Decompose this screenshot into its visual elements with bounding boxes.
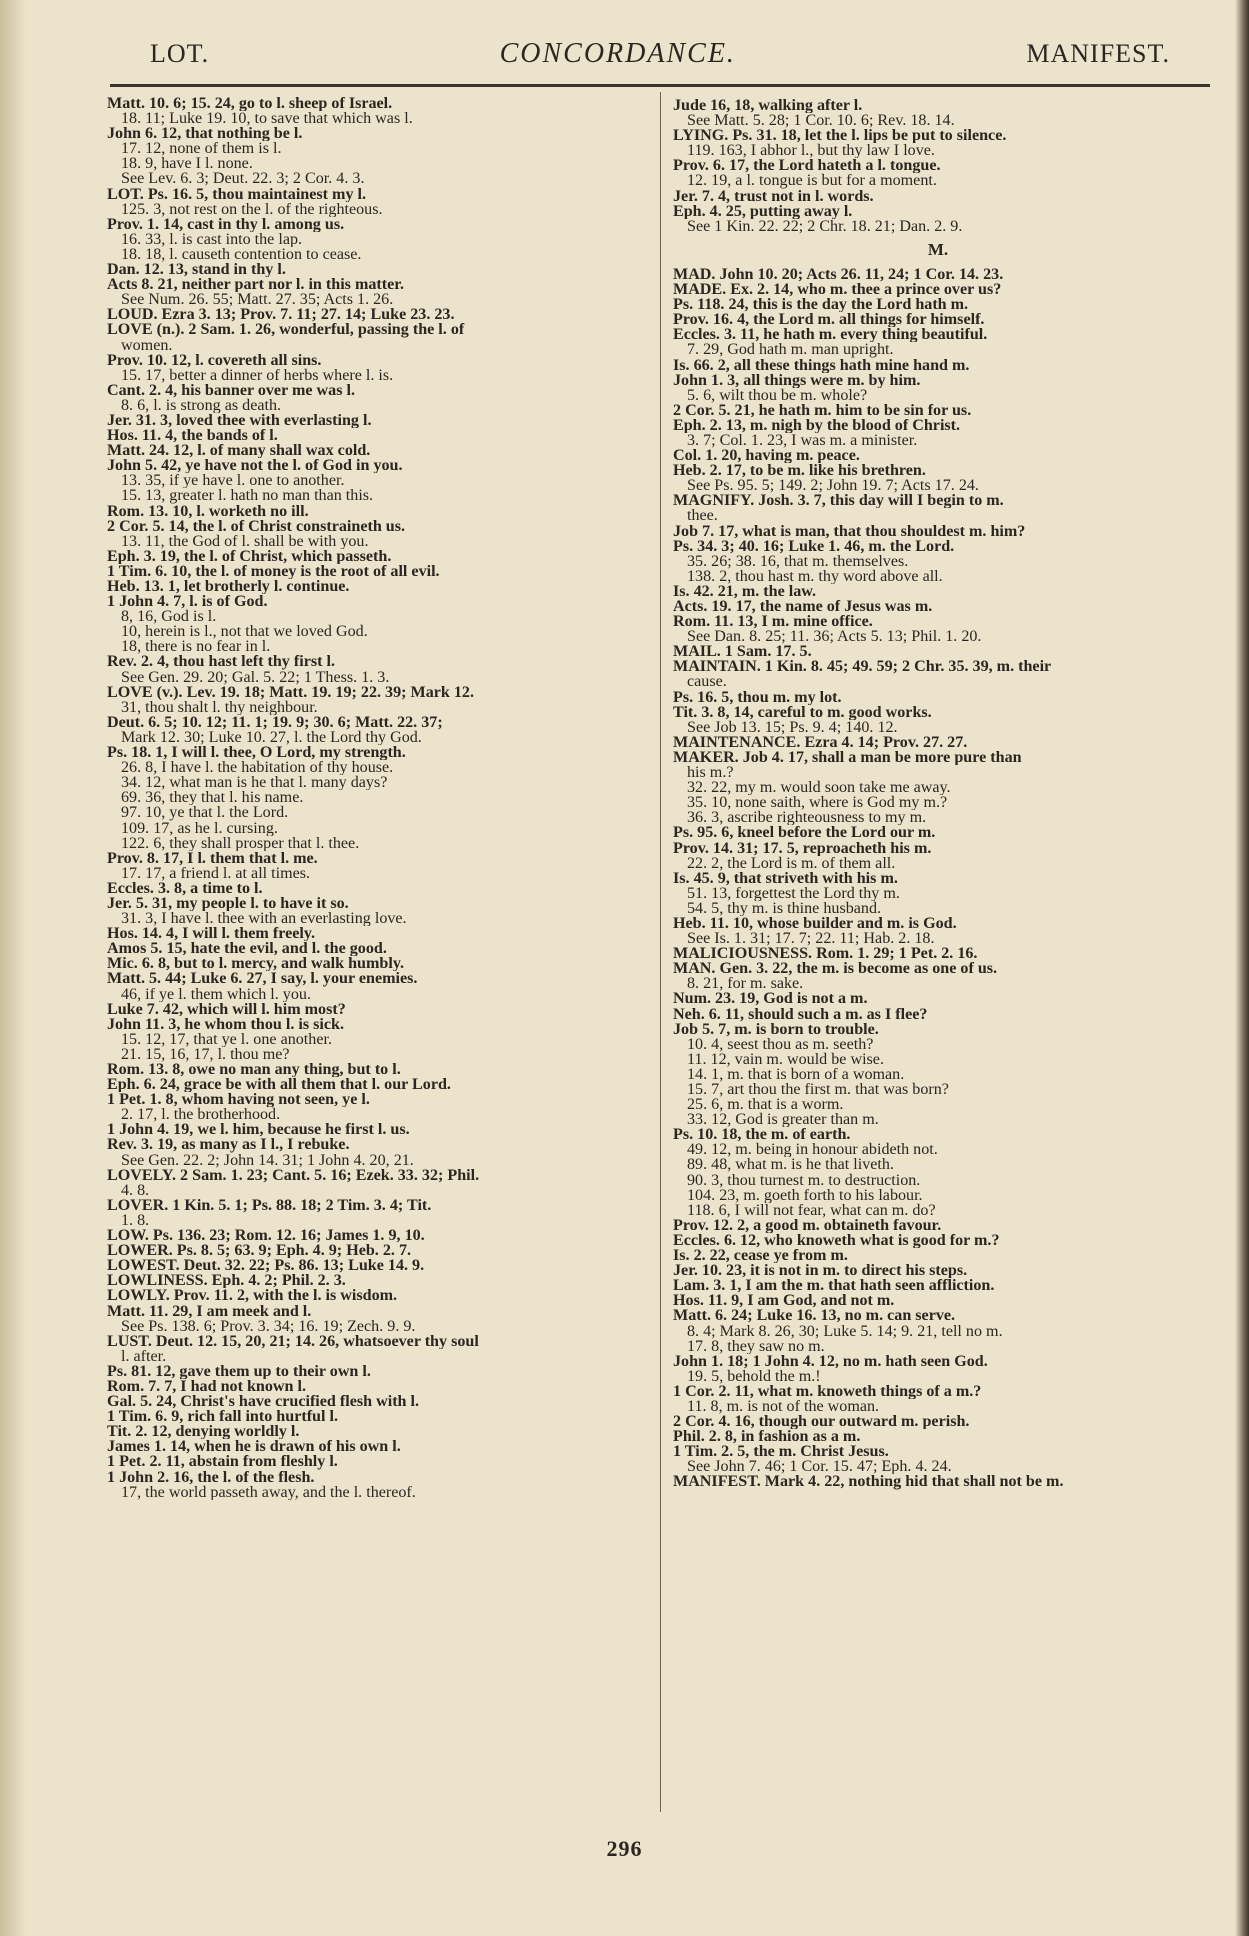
concordance-line: 125. 3, not rest on the l. of the righteous.	[121, 201, 383, 217]
concordance-line: Eph. 3. 19, the l. of Christ, which passeth.	[107, 548, 392, 564]
header-last-word: MANIFEST.	[1026, 39, 1170, 68]
concordance-line: 22. 2, the Lord is m. of them all.	[687, 855, 896, 871]
concordance-line: 21. 15, 16, 17, l. thou me?	[121, 1046, 290, 1062]
concordance-line: LOWLINESS. Eph. 4. 2; Phil. 2. 3.	[107, 1273, 346, 1289]
concordance-line: Hos. 11. 9, I am God, and not m.	[673, 1293, 895, 1309]
concordance-line: 33. 12, God is greater than m.	[687, 1112, 879, 1128]
concordance-line: Is. 66. 2, all these things hath mine hand m.	[673, 357, 970, 373]
concordance-line: 1 Pet. 1. 8, whom having not seen, ye l.	[107, 1092, 370, 1108]
concordance-line: Ps. 10. 18, the m. of earth.	[673, 1127, 851, 1143]
concordance-line: Prov. 8. 17, I l. them that l. me.	[107, 850, 318, 866]
concordance-line: See 1 Kin. 22. 22; 2 Chr. 18. 21; Dan. 2. 9.	[687, 218, 963, 234]
concordance-line: 14. 1, m. that is born of a woman.	[687, 1066, 905, 1082]
concordance-line: 35. 26; 38. 16, that m. themselves.	[687, 553, 909, 569]
concordance-line: John 1. 3, all things were m. by him.	[673, 372, 921, 388]
concordance-line: Is. 42. 21, m. the law.	[673, 583, 817, 599]
concordance-line: 104. 23, m. goeth forth to his labour.	[687, 1187, 923, 1203]
concordance-line: Eph. 2. 13, m. nigh by the blood of Christ.	[673, 417, 961, 433]
concordance-line: Mic. 6. 8, but to l. mercy, and walk humbly.	[107, 956, 405, 972]
concordance-line: Rom. 11. 13, I m. mine office.	[673, 614, 873, 630]
concordance-line: Ps. 95. 6, kneel before the Lord our m.	[673, 825, 936, 841]
concordance-line: 1 Pet. 2. 11, abstain from fleshly l.	[107, 1454, 338, 1470]
concordance-line: Rom. 7. 7, I had not known l.	[107, 1378, 306, 1395]
concordance-line: Jude 16, 18, walking after l.	[673, 98, 863, 114]
concordance-line: 36. 3, ascribe righteousness to my m.	[687, 810, 927, 826]
concordance-line: MAIL. 1 Sam. 17. 5.	[673, 644, 812, 660]
concordance-line: 13. 11, the God of l. shall be with you.	[121, 533, 369, 549]
concordance-line: 15. 12, 17, that ye l. one another.	[121, 1031, 332, 1047]
concordance-line: Hos. 11. 4, the bands of l.	[107, 428, 278, 444]
concordance-line: Tit. 3. 8, 14, careful to m. good works.	[673, 704, 932, 720]
concordance-line: MADE. Ex. 2. 14, who m. thee a prince over us?	[673, 282, 1002, 298]
concordance-line: Rev. 3. 19, as many as I l., I rebuke.	[107, 1137, 350, 1153]
concordance-line: Rom. 13. 10, l. worketh no ill.	[107, 503, 309, 519]
concordance-line: Is. 2. 22, cease ye from m.	[673, 1248, 848, 1264]
concordance-line: 32. 22, my m. would soon take me away.	[687, 780, 951, 796]
header-title: CONCORDANCE.	[499, 38, 736, 69]
concordance-line: LOWER. Ps. 8. 5; 63. 9; Eph. 4. 9; Heb. 2. 7.	[107, 1243, 412, 1259]
concordance-line: 31, thou shalt l. thy neighbour.	[121, 699, 318, 715]
concordance-line: See John 7. 46; 1 Cor. 15. 47; Eph. 4. 24.	[687, 1459, 952, 1475]
concordance-line: See Gen. 29. 20; Gal. 5. 22; 1 Thess. 1. 3.	[121, 669, 390, 685]
concordance-line: Heb. 13. 1, let brotherly l. continue.	[107, 579, 350, 595]
concordance-line: LOWLY. Prov. 11. 2, with the l. is wisdom.	[107, 1288, 398, 1304]
concordance-line: Jer. 10. 23, it is not in m. to direct his steps.	[673, 1263, 968, 1279]
concordance-line: 34. 12, what man is he that l. many days?	[121, 775, 388, 791]
concordance-line: 97. 10, ye that l. the Lord.	[121, 805, 289, 821]
concordance-line: John 6. 12, that nothing be l.	[107, 126, 303, 142]
concordance-line: 1 Tim. 6. 9, rich fall into hurtful l.	[107, 1409, 338, 1425]
concordance-line: 119. 163, I abhor l., but thy law I love.	[687, 143, 935, 159]
concordance-line: 7. 29, God hath m. man upright.	[687, 342, 894, 358]
concordance-line: 49. 12, m. being in honour abideth not.	[687, 1142, 938, 1158]
concordance-line: 17, the world passeth away, and the l. thereof.	[121, 1484, 416, 1500]
concordance-line: 1 John 4. 7, l. is of God.	[107, 594, 268, 610]
concordance-line: Luke 7. 42, which will l. him most?	[107, 1001, 346, 1017]
concordance-line: Col. 1. 20, having m. peace.	[673, 448, 860, 464]
concordance-line: Dan. 12. 13, stand in thy l.	[107, 262, 286, 278]
concordance-line: Heb. 2. 17, to be m. like his brethren.	[673, 463, 926, 479]
concordance-line: l. after.	[121, 1348, 167, 1364]
concordance-line: Prov. 12. 2, a good m. obtaineth favour.	[673, 1217, 942, 1233]
concordance-line: 11. 8, m. is not of the woman.	[687, 1398, 880, 1415]
concordance-line: LOT. Ps. 16. 5, thou maintainest my l.	[107, 186, 367, 202]
concordance-line: 15. 17, better a dinner of herbs where l. is.	[121, 367, 394, 383]
concordance-line: LOWEST. Deut. 32. 22; Ps. 86. 13; Luke 14. 9.	[107, 1258, 425, 1274]
concordance-line: 19. 5, behold the m.!	[687, 1368, 821, 1384]
concordance-line: Is. 45. 9, that striveth with his m.	[673, 870, 898, 886]
concordance-line: LOVE (n.). 2 Sam. 1. 26, wonderful, passing the l. of	[107, 322, 465, 338]
concordance-line: See Ps. 95. 5; 149. 2; John 19. 7; Acts 17. 24.	[687, 478, 979, 494]
concordance-line: 15. 13, greater l. hath no man than this.	[121, 488, 374, 504]
concordance-line: See Job 13. 15; Ps. 9. 4; 140. 12.	[687, 719, 898, 735]
concordance-line: MAINTAIN. 1 Kin. 8. 45; 49. 59; 2 Chr. 35. 39, m. their	[673, 659, 1052, 675]
concordance-line: 2 Cor. 5. 21, he hath m. him to be sin for us.	[673, 402, 972, 418]
concordance-line: 8, 16, God is l.	[121, 609, 217, 625]
concordance-line: See Ps. 138. 6; Prov. 3. 34; 16. 19; Zech. 9. 9.	[121, 1318, 416, 1334]
header-first-word: LOT.	[150, 39, 210, 68]
concordance-line: 18. 9, have I l. none.	[121, 156, 253, 172]
concordance-line: 109. 17, as he l. cursing.	[121, 820, 278, 836]
concordance-line: See Gen. 22. 2; John 14. 31; 1 John 4. 20, 21.	[121, 1152, 414, 1168]
concordance-line: 5. 6, wilt thou be m. whole?	[687, 387, 868, 403]
concordance-line: Amos 5. 15, hate the evil, and l. the good.	[107, 941, 387, 957]
concordance-line: 2 Cor. 4. 16, though our outward m. perish.	[673, 1414, 970, 1430]
concordance-line: Deut. 6. 5; 10. 12; 11. 1; 19. 9; 30. 6; Matt. 22. 37;	[107, 714, 443, 730]
concordance-line: 18. 11; Luke 19. 10, to save that which was l.	[121, 111, 413, 127]
concordance-line: 8. 6, l. is strong as death.	[121, 397, 282, 413]
concordance-line: Ps. 34. 3; 40. 16; Luke 1. 46, m. the Lord.	[673, 538, 955, 554]
concordance-line: Jer. 7. 4, trust not in l. words.	[673, 188, 874, 204]
concordance-line: women.	[121, 337, 173, 353]
concordance-line: Eph. 6. 24, grace be with all them that l. our Lord.	[107, 1077, 451, 1093]
concordance-line: 11. 12, vain m. would be wise.	[687, 1051, 884, 1067]
header-rule	[110, 84, 1210, 87]
page-edge-shadow-right	[1235, 0, 1249, 1936]
concordance-line: See Matt. 5. 28; 1 Cor. 10. 6; Rev. 18. 14.	[687, 113, 955, 129]
concordance-line: LYING. Ps. 31. 18, let the l. lips be put to silence.	[673, 128, 1007, 144]
concordance-line: 15. 7, art thou the first m. that was born?	[687, 1082, 949, 1098]
concordance-line: 54. 5, thy m. is thine husband.	[687, 900, 882, 916]
concordance-line: his m.?	[687, 765, 734, 781]
concordance-line: thee.	[687, 508, 718, 524]
concordance-line: 18. 18, l. causeth contention to cease.	[121, 246, 362, 263]
concordance-line: Eccles. 3. 11, he hath m. every thing beautiful.	[673, 327, 988, 343]
concordance-line: MAKER. Job 4. 17, shall a man be more pure than	[673, 749, 1022, 766]
concordance-line: John 1. 18; 1 John 4. 12, no m. hath seen God.	[673, 1353, 988, 1369]
concordance-line: Eccles. 6. 12, who knoweth what is good for m.?	[673, 1232, 1000, 1249]
concordance-line: Hos. 14. 4, I will l. them freely.	[107, 926, 316, 942]
concordance-line: 8. 4; Mark 8. 26, 30; Luke 5. 14; 9. 21, tell no m.	[687, 1323, 1003, 1339]
concordance-line: 31. 3, I have l. thee with an everlasting love.	[121, 911, 407, 927]
concordance-line: Num. 23. 19, God is not a m.	[673, 991, 868, 1007]
concordance-line: Jer. 5. 31, my people l. to have it so.	[107, 895, 349, 912]
concordance-line: Prov. 6. 17, the Lord hateth a l. tongue.	[673, 158, 941, 174]
concordance-line: 69. 36, they that l. his name.	[121, 790, 304, 806]
concordance-line: 46, if ye l. them which l. you.	[121, 986, 311, 1002]
concordance-line: 25. 6, m. that is a worm.	[687, 1097, 844, 1113]
concordance-line: 1 John 2. 16, the l. of the flesh.	[107, 1469, 315, 1485]
concordance-line: 118. 6, I will not fear, what can m. do?	[687, 1202, 936, 1218]
left-column	[107, 96, 637, 1500]
concordance-line: MAD. John 10. 20; Acts 26. 11, 24; 1 Cor. 14. 23.	[673, 266, 1004, 283]
concordance-line: LOVER. 1 Kin. 5. 1; Ps. 88. 18; 2 Tim. 3. 4; Tit.	[107, 1197, 432, 1213]
concordance-line: MANIFEST. Mark 4. 22, nothing hid that shall not be m.	[673, 1474, 1064, 1490]
concordance-line: 13. 35, if ye have l. one to another.	[121, 473, 345, 489]
concordance-line: Job 5. 7, m. is born to trouble.	[673, 1021, 879, 1037]
concordance-line: Neh. 6. 11, should such a m. as I flee?	[673, 1006, 928, 1022]
concordance-line: Prov. 1. 14, cast in thy l. among us.	[107, 216, 345, 232]
concordance-line: Acts 8. 21, neither part nor l. in this matter.	[107, 277, 404, 293]
concordance-line: Ps. 16. 5, thou m. my lot.	[673, 689, 842, 705]
concordance-line: 122. 6, they shall prosper that l. thee.	[121, 835, 360, 851]
concordance-line: See Dan. 8. 25; 11. 36; Acts 5. 13; Phil. 1. 20.	[687, 629, 982, 645]
concordance-line: Jer. 31. 3, loved thee with everlasting l.	[107, 412, 372, 429]
concordance-line: 3. 7; Col. 1. 23, I was m. a minister.	[687, 432, 918, 449]
concordance-line: 138. 2, thou hast m. thy word above all.	[687, 568, 943, 584]
concordance-line: 10, herein is l., not that we loved God.	[121, 624, 368, 640]
concordance-line: 2. 17, l. the brotherhood.	[121, 1107, 281, 1123]
concordance-line: John 11. 3, he whom thou l. is sick.	[107, 1016, 344, 1032]
concordance-line: 2 Cor. 5. 14, the l. of Christ constraineth us.	[107, 518, 406, 534]
concordance-line: MAN. Gen. 3. 22, the m. is become as one of us.	[673, 961, 998, 977]
concordance-line: 12. 19, a l. tongue is but for a moment.	[687, 173, 937, 189]
concordance-line: 89. 48, what m. is he that liveth.	[687, 1157, 894, 1173]
concordance-line: 18, there is no fear in l.	[121, 639, 271, 655]
concordance-line: Phil. 2. 8, in fashion as a m.	[673, 1429, 861, 1445]
concordance-line: Ps. 18. 1, I will l. thee, O Lord, my strength.	[107, 745, 406, 761]
concordance-line: Acts. 19. 17, the name of Jesus was m.	[673, 599, 933, 615]
concordance-line: Cant. 2. 4, his banner over me was l.	[107, 382, 355, 398]
concordance-line: See Lev. 6. 3; Deut. 22. 3; 2 Cor. 4. 3.	[121, 171, 365, 187]
concordance-line: Lam. 3. 1, I am the m. that hath seen affliction.	[673, 1278, 995, 1294]
concordance-line: Rev. 2. 4, thou hast left thy first l.	[107, 654, 335, 670]
concordance-line: 26. 8, I have l. the habitation of thy house.	[121, 760, 394, 776]
concordance-line: Matt. 6. 24; Luke 16. 13, no m. can serve.	[673, 1308, 956, 1324]
concordance-line: LOVELY. 2 Sam. 1. 23; Cant. 5. 16; Ezek. 33. 32; Phil.	[107, 1167, 480, 1183]
concordance-line: 17. 12, none of them is l.	[121, 141, 282, 157]
concordance-line: 17. 17, a friend l. at all times.	[121, 865, 311, 881]
concordance-line: LOVE (v.). Lev. 19. 18; Matt. 19. 19; 22. 39; Mark 12.	[107, 684, 474, 700]
concordance-line: Ps. 81. 12, gave them up to their own l.	[107, 1363, 371, 1379]
right-column	[673, 98, 1203, 1490]
concordance-line: Ps. 118. 24, this is the day the Lord hath m.	[673, 297, 969, 313]
concordance-line: Matt. 10. 6; 15. 24, go to l. sheep of Israel.	[107, 96, 393, 112]
concordance-line: Matt. 5. 44; Luke 6. 27, I say, l. your enemies.	[107, 971, 418, 987]
concordance-line: 1 Tim. 2. 5, the m. Christ Jesus.	[673, 1444, 889, 1460]
concordance-line: 4. 8.	[121, 1182, 150, 1198]
page-edge-shadow-left	[0, 0, 26, 1936]
concordance-line: 1 Cor. 2. 11, what m. knoweth things of a m.?	[673, 1383, 982, 1399]
section-letter: M.	[927, 241, 949, 257]
concordance-line: See Num. 26. 55; Matt. 27. 35; Acts 1. 26.	[121, 292, 394, 308]
concordance-line: LOUD. Ezra 3. 13; Prov. 7. 11; 27. 14; Luke 23. 23.	[107, 307, 455, 323]
concordance-line: LOW. Ps. 136. 23; Rom. 12. 16; James 1. 9, 10.	[107, 1228, 425, 1244]
concordance-line: 17. 8, they saw no m.	[687, 1338, 825, 1354]
concordance-line: Matt. 24. 12, l. of many shall wax cold.	[107, 443, 371, 459]
concordance-line: Gal. 5. 24, Christ's have crucified flesh with l.	[107, 1394, 420, 1410]
concordance-line: John 5. 42, ye have not the l. of God in you.	[107, 458, 403, 474]
concordance-line: Rom. 13. 8, owe no man any thing, but to l.	[107, 1062, 401, 1078]
concordance-line: Job 7. 17, what is man, that thou shouldest m. him?	[673, 523, 1026, 539]
concordance-line: MAGNIFY. Josh. 3. 7, this day will I begin to m.	[673, 493, 1004, 509]
concordance-line: 1 John 4. 19, we l. him, because he first l. us.	[107, 1122, 410, 1138]
page-number: 296	[606, 1836, 643, 1861]
concordance-line: Matt. 11. 29, I am meek and l.	[107, 1303, 312, 1319]
concordance-line: 1. 8.	[121, 1212, 150, 1229]
concordance-line: James 1. 14, when he is drawn of his own l.	[107, 1439, 401, 1455]
concordance-line: Eccles. 3. 8, a time to l.	[107, 880, 263, 896]
concordance-line: Prov. 14. 31; 17. 5, reproacheth his m.	[673, 840, 932, 856]
concordance-line: MAINTENANCE. Ezra 4. 14; Prov. 27. 27.	[673, 734, 968, 750]
concordance-line: Mark 12. 30; Luke 10. 27, l. the Lord thy God.	[121, 729, 422, 746]
concordance-line: See Is. 1. 31; 17. 7; 22. 11; Hab. 2. 18.	[687, 931, 935, 947]
concordance-line: cause.	[687, 674, 727, 690]
concordance-line: 1 Tim. 6. 10, the l. of money is the root of all evil.	[107, 563, 440, 579]
concordance-line: Prov. 10. 12, l. covereth all sins.	[107, 352, 322, 368]
concordance-line: 8. 21, for m. sake.	[687, 976, 804, 992]
concordance-line: Prov. 16. 4, the Lord m. all things for himself.	[673, 312, 985, 328]
concordance-line: MALICIOUSNESS. Rom. 1. 29; 1 Pet. 2. 16.	[673, 946, 978, 962]
concordance-line: LUST. Deut. 12. 15, 20, 21; 14. 26, whatsoever thy soul	[107, 1333, 479, 1349]
concordance-line: 35. 10, none saith, where is God my m.?	[687, 795, 948, 811]
concordance-line: Heb. 11. 10, whose builder and m. is God.	[673, 915, 957, 932]
concordance-line: 16. 33, l. is cast into the lap.	[121, 231, 303, 247]
concordance-line: Tit. 2. 12, denying worldly l.	[107, 1424, 300, 1440]
concordance-line: Eph. 4. 25, putting away l.	[673, 203, 853, 219]
running-header	[150, 38, 1170, 78]
concordance-line: 10. 4, seest thou as m. seeth?	[687, 1036, 874, 1052]
concordance-line: 90. 3, thou turnest m. to destruction.	[687, 1172, 921, 1188]
concordance-line: 51. 13, forgettest the Lord thy m.	[687, 885, 900, 901]
column-divider	[660, 92, 661, 1812]
